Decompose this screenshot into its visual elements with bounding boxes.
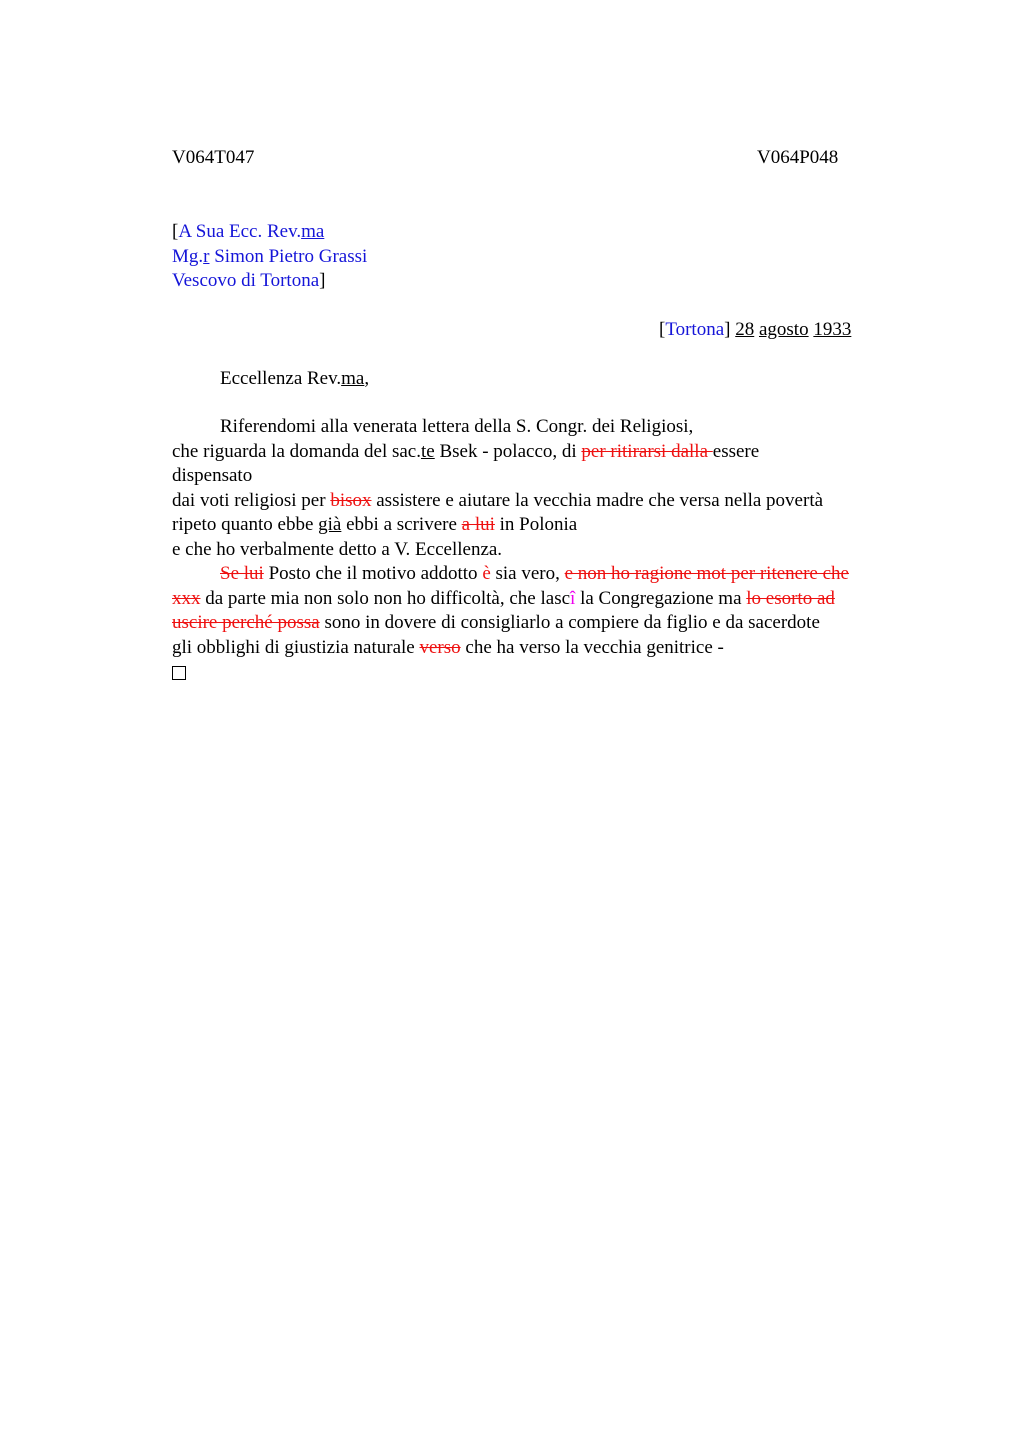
deleted-text: Se lui — [220, 563, 264, 584]
letter-body — [172, 415, 849, 688]
deleted-text: a lui — [461, 514, 495, 535]
date-month: agosto — [758, 319, 809, 340]
inserted-text: è — [482, 563, 491, 584]
body-line-9: uscire perché possa sono in dovere di consigliarlo a compiere da figlio e da sacerdote — [172, 612, 820, 633]
body-line-7: Se lui Posto che il motivo addotto è sia vero, e non ho ragione mot per ritenere che — [220, 563, 849, 584]
body-line-3: dispensato — [172, 465, 253, 486]
deleted-text: uscire perché possa — [172, 612, 320, 633]
empty-square-icon — [172, 666, 186, 680]
salutation: Eccellenza Rev.ma, — [220, 368, 370, 389]
deleted-text: verso — [419, 636, 461, 658]
uncertain-letter: î — [570, 587, 576, 609]
body-line-6: e che ho verbalmente detto a V. Eccellenza. — [172, 538, 503, 560]
end-mark-line — [172, 660, 849, 688]
addressee-block — [172, 220, 367, 294]
deleted-text: per ritirarsi dalla — [581, 440, 713, 462]
addressee-line-2: Mg.r Simon Pietro Grassi — [172, 245, 368, 267]
deleted-text: e non ho ragione mot per ritenere che — [564, 563, 849, 584]
body-line-5: ripeto quanto ebbe già ebbi a scrivere a lui in Polonia — [172, 514, 578, 535]
addressee-line-1: [A Sua Ecc. Rev.ma — [172, 221, 325, 242]
body-line-2: che riguarda la domanda del sac.te Bsek - polacco, di per ritirarsi dalla essere — [172, 440, 760, 462]
dateline: [Tortona] 28 agosto 1933 — [659, 319, 852, 340]
body-line-1: Riferendomi alla venerata lettera della S. Congr. dei Religiosi, — [220, 416, 694, 437]
deleted-text: xxx — [172, 587, 201, 609]
body-line-10: gli obblighi di giustizia naturale verso che ha verso la vecchia genitrice - — [172, 636, 724, 658]
addressee-line-3: Vescovo di Tortona] — [172, 270, 326, 291]
date-place: Tortona — [665, 319, 725, 340]
body-line-8: xxx da parte mia non solo non ho difficoltà, che lascî la Congregazione ma lo esorto ad — [172, 587, 835, 609]
reference-code-right: V064P048 — [757, 147, 839, 168]
deleted-text: bisox — [330, 489, 372, 511]
date-year: 1933 — [813, 319, 852, 340]
reference-code-left: V064T047 — [172, 147, 255, 168]
deleted-text: lo esorto ad — [746, 587, 835, 609]
body-line-4: dai voti religiosi per bisox assistere e aiutare la vecchia madre che versa nella povertà — [172, 489, 824, 511]
date-day: 28 — [735, 319, 755, 340]
